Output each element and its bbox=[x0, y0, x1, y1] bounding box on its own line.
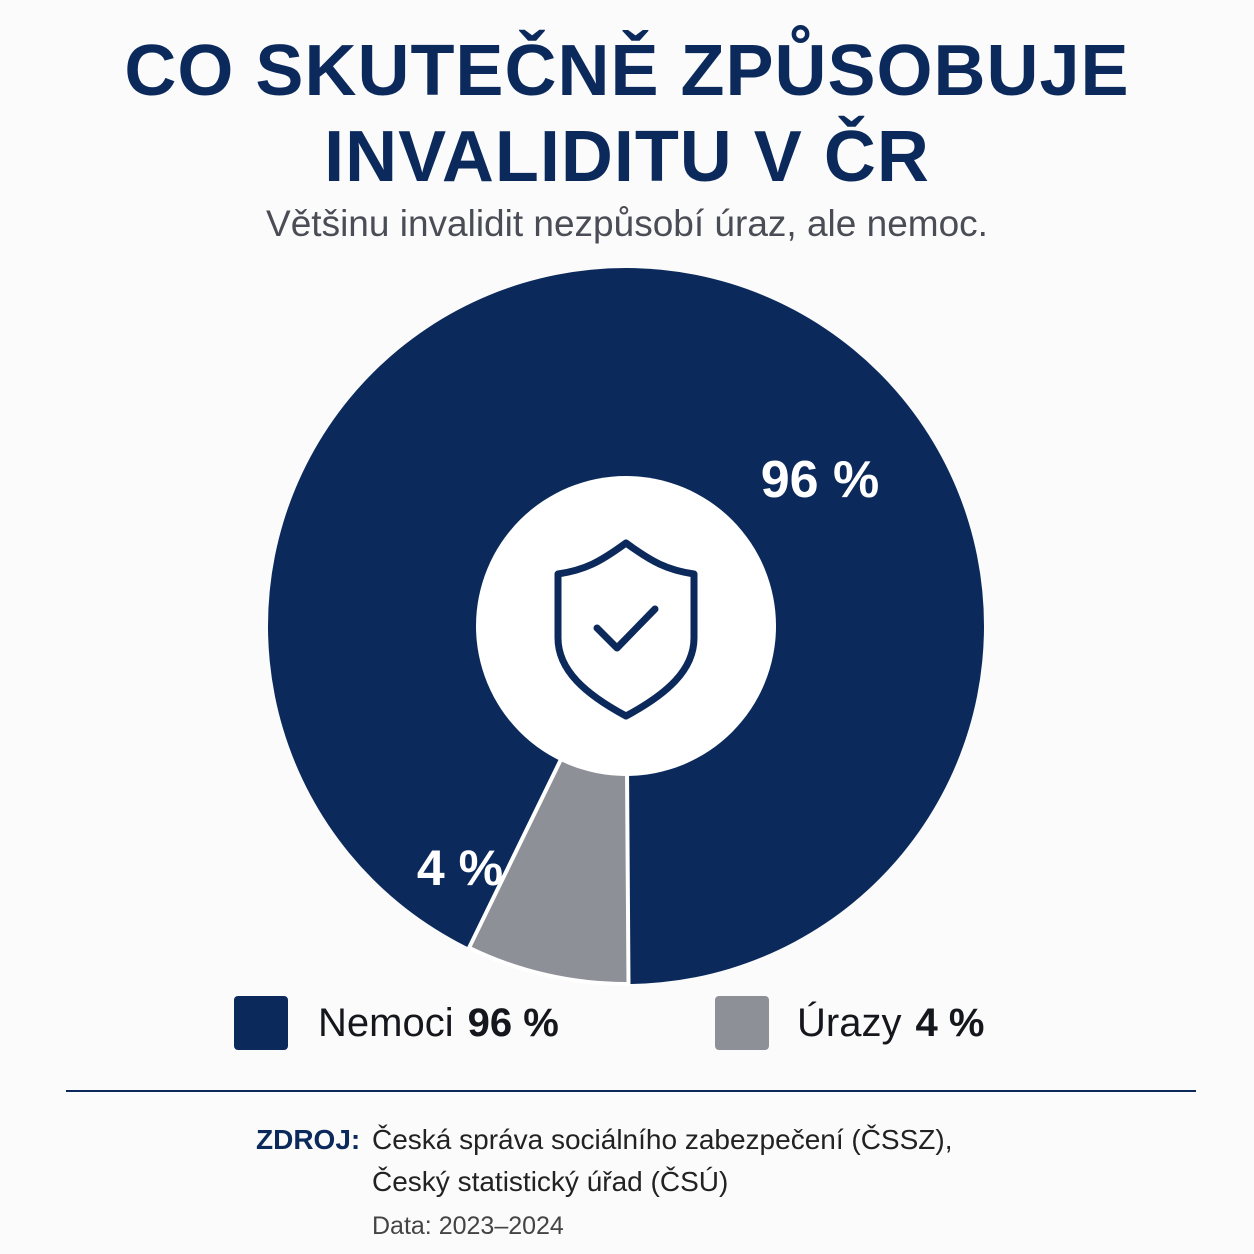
chart-title-line-2: INVALIDITU V ČR bbox=[324, 117, 930, 197]
data-years: Data: 2023–2024 bbox=[372, 1212, 564, 1240]
legend-label: Nemoci bbox=[318, 1001, 454, 1045]
legend-swatch-urazy bbox=[715, 996, 769, 1050]
legend-label: Úrazy bbox=[797, 1001, 902, 1045]
slice-label-úrazy: 4 % bbox=[416, 840, 504, 896]
source-label: ZDROJ: bbox=[256, 1124, 361, 1155]
donut-hole bbox=[476, 476, 776, 776]
chart-subtitle: Většinu invalidit nezpůsobí úraz, ale nemoc. bbox=[266, 203, 988, 244]
legend-item-urazy bbox=[797, 996, 984, 1050]
legend-swatch-nemoci bbox=[234, 996, 288, 1050]
slice-label-nemoci: 96 % bbox=[760, 451, 880, 509]
source-line-1: Česká správa sociálního zabezpečení (ČSSZ), bbox=[372, 1124, 953, 1155]
source-line-2: Český statistický úřad (ČSÚ) bbox=[372, 1166, 729, 1197]
legend-value: 96 % bbox=[467, 1001, 559, 1045]
chart-title-line-1: CO SKUTEČNĚ ZPŮSOBUJE bbox=[124, 31, 1130, 111]
legend-item-nemoci bbox=[318, 996, 559, 1050]
divider bbox=[66, 1090, 1196, 1092]
legend-value: 4 % bbox=[915, 1001, 985, 1045]
